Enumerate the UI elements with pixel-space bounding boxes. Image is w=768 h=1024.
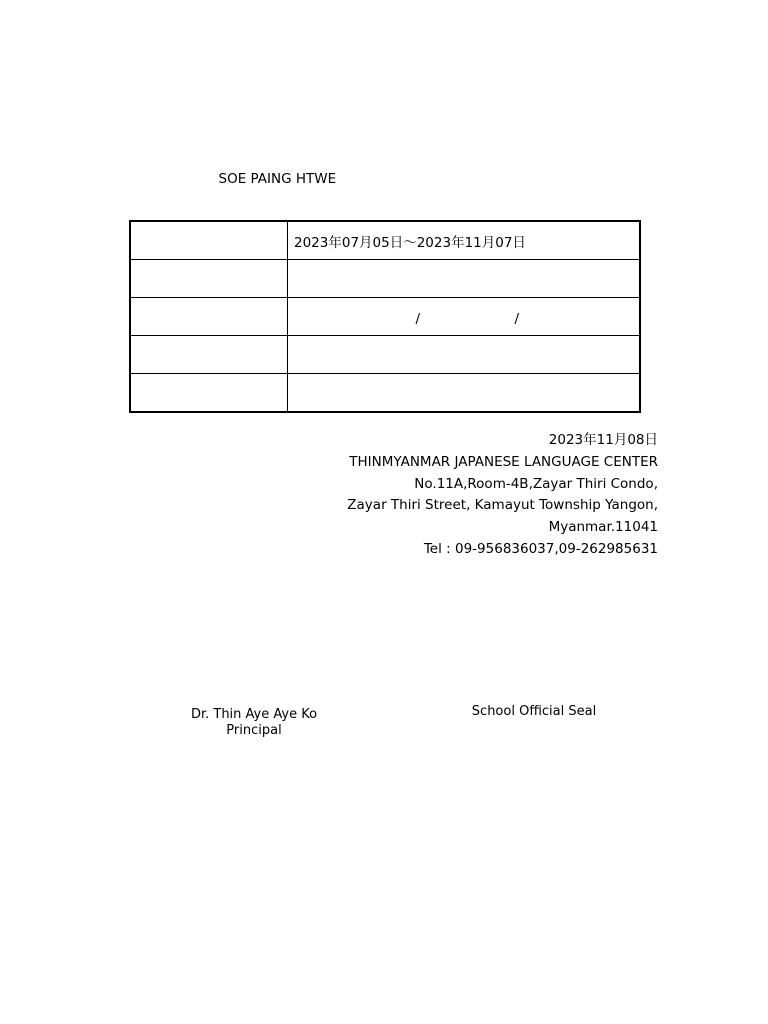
address-line-2: Zayar Thiri Street, Kamayut Township Yangon, — [347, 497, 658, 514]
row-label — [130, 374, 288, 413]
attendance-table — [129, 220, 641, 413]
phone-number: Tel : 09-956836037,09-262985631 — [423, 540, 658, 557]
school-name: THINMYANMAR JAPANESE LANGUAGE CENTER — [349, 453, 658, 470]
issuer-block — [347, 430, 658, 561]
intro-line: SOE PAING HTWE — [124, 171, 580, 187]
signatory-name: Dr. Thin Aye Aye Ko — [190, 707, 318, 722]
school-seal-label: School Official Seal — [471, 704, 597, 719]
row-value — [288, 336, 641, 374]
table-row — [130, 336, 640, 374]
table-row — [130, 374, 640, 413]
row-label — [130, 336, 288, 374]
row-value: 2023年07月05日～2023年11月07日 — [288, 221, 641, 260]
issue-date: 2023年11月08日 — [548, 432, 658, 448]
row-label — [130, 298, 288, 336]
table-row — [130, 260, 640, 298]
row-label — [130, 260, 288, 298]
row-value — [288, 260, 641, 298]
row-label — [130, 221, 288, 260]
table-row — [130, 298, 640, 336]
row-value — [288, 374, 641, 413]
address-line-1: No.11A,Room-4B,Zayar Thiri Condo, — [414, 475, 658, 492]
signatory-title: Principal — [226, 722, 282, 738]
address-line-3: Myanmar.11041 — [548, 519, 658, 536]
table-row — [130, 221, 640, 260]
row-value: / / — [288, 298, 641, 336]
signature-block — [154, 707, 354, 738]
